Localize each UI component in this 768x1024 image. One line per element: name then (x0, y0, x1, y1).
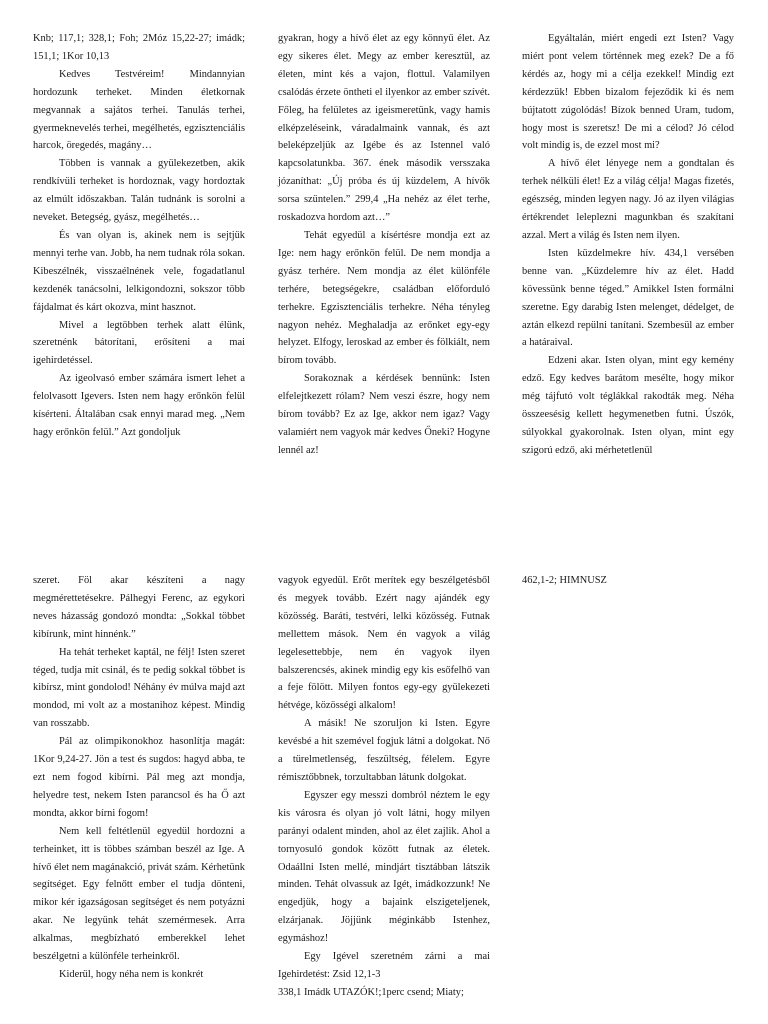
bottom-right-column (522, 572, 734, 590)
top-left-column (33, 30, 245, 442)
paragraph: vagyok egyedül. Erőt merítek egy beszélgetésből és megyek tovább. Ezért nagy ajándék egy közösség. Baráti, testvéri, lelki közösség. Futnak mellettem mások. Nem én vagyok a világ legelesettebbje, nem én vagyok ilyen balszerencsés, akinek mindig egy kis esőfelhő van a feje fölött. Milyen fontos egy-egy gyülekezeti hétvége, közösségi alkalom! (278, 575, 490, 712)
paragraph: 462,1-2; HIMNUSZ (522, 575, 607, 586)
paragraph: A másik! Ne szoruljon ki Isten. Egyre kevésbé a hit szemével fogjuk látni a dolgokat. Nő a türelmetlenség, feszültség, félelem. Egyre rémisztőbbnek, torzultabban látunk dolgokat. (278, 718, 490, 783)
paragraph: Isten küzdelmekre hív. 434,1 versében benne van. „Küzdelemre hív az élet. Hadd kövessünk benne téged.” Amikkel Isten formálni szeretne. Egy darabig Isten melenget, dédelget, de aztán elkezd repülni tanítani. Szembesül az ember a határaival. (522, 247, 734, 349)
paragraph: Egy Igével szeretném zárni a mai Igehirdetést: Zsid 12,1-3 (278, 951, 490, 980)
bottom-left-column (33, 572, 245, 984)
paragraph: Edzeni akar. Isten olyan, mint egy kemény edző. Egy kedves barátom mesélte, hogy mikor még tájfutó volt téglákkal rakodták meg. Néha összeesésig kellett hegymenetben futni. Úszók, súlyokkal gyakorolnak. Isten olyan, mint egy szigorú edző, aki mérhetetlenül (522, 355, 734, 456)
bottom-middle-column (278, 572, 490, 1002)
paragraph: szeret. Föl akar készíteni a nagy megmérettetésekre. Pálhegyi Ferenc, az egykori neves házasság gondozó mondta: „Sokkal többet kibírunk, mint hinnénk.” (33, 575, 245, 640)
paragraph: Többen is vannak a gyülekezetben, akik rendkívüli terheket is hordoznak, vagy hordoztak az elmúlt időszakban. Talán tudnánk is sorolni a neveket. Betegség, gyász, megélhetés… (33, 158, 245, 224)
paragraph: A hívő élet lényege nem a gondtalan és terhek nélküli élet! Ez a világ célja! Magas fizetés, egészség, minden legyen nagy. Jó az ilyen világias értékrendet leleplezni magunkban és szakítani azzal. Mert a világ és Isten nem ilyen. (522, 158, 734, 241)
paragraph: 338,1 Imádk UTAZÓK!;1perc csend; Miaty; (278, 986, 464, 998)
paragraph: Knb; 117,1; 328,1; Foh; 2Móz 15,22-27; imádk; 151,1; 1Kor 10,13 (33, 33, 245, 62)
paragraph: Ha tehát terheket kaptál, ne félj! Isten szeret téged, tudja mit csinál, és te pedig sokkal többet is kibírsz, mint gondolod! Néhány év múlva majd azt mondod, mi volt az a mostanihoz képest. Mindig van rosszabb. (33, 646, 245, 730)
paragraph: Tehát egyedül a kísértésre mondja ezt az Ige: nem hagy erőnkön felül. De nem mondja a gyász terhére. Nem mondja az élet különféle terhére, betegségekre, családban előforduló terhekre. Egzisztenciális terhekre. Néha tényleg nagyon nehéz. Meghaladja az erőnket egy-egy helyzet. Elfogy, leroskad az ember és fölkiált, nem bírom tovább. (278, 229, 490, 367)
paragraph: gyakran, hogy a hívő élet az egy könnyű élet. Az egy sikeres élet. Megy az ember keresztül, az életen, mint kés a vajon, flottul. Valamilyen csalódás érzete öntheti el ilyenkor az ember szívét. Főleg, ha felületes az igeismeretünk, vagy hamis elképzeléseink, váradalmaink vannak, és azt beleképzeljük az Igébe és az Istennel való kapcsolatunkba. 367. ének második versszaka józaníthat: „Új próba és új küzdelem, A hívők sorsa szüntelen.” 299,4 „Ha nehéz az élet terhe, roskadozva hordom azt…” (278, 33, 490, 224)
paragraph: Nem kell feltétlenül egyedül hordozni a terheinket, itt is többes számban beszél az Ige. A hívő élet nem magánakció, privát szám. Kérhetünk segítséget. Egy felnőtt ember el tudja dönteni, mikor kér igazságosan segítséget és nem potyázni akar. Ne legyünk tehát szemérmesek. Arra alkalmas, megbízható emberekkel lehet beszélgetni a különféle terheinkről. (33, 825, 245, 963)
paragraph: Az igeolvasó ember számára ismert lehet a felolvasott Igevers. Isten nem hagy erőnkön felül kísérteni. Általában csak ennyi marad meg. „Nem hagy erőnkön felül.” Azt gondoljuk (33, 373, 245, 438)
paragraph: És van olyan is, akinek nem is sejtjük mennyi terhe van. Jobb, ha nem tudnak róla sokan. Kibeszélnék, visszaélnének vele, fogadatlanul kezdenék tanácsolni, lelkigondozni, sokszor több fájdalmat és kárt okozva, mint hasznot. (33, 229, 245, 313)
paragraph: Egyszer egy messzi dombról néztem le egy kis városra és olyan jó volt látni, hogy milyen parányi odalent minden, ahol az élet zajlik. Ahol a tornyosuló gondok között futnak az életek. Odaállni Isten mellé, mindjárt tisztábban látszik minden. Tehát olvassuk az Igét, imádkozzunk! Ne engedjük, hogy a bajaink elszigeteljenek, elzárjanak. Jöjjünk méginkább Istenhez, egymáshoz! (278, 789, 490, 945)
top-right-column (522, 30, 734, 460)
top-middle-column (278, 30, 490, 460)
paragraph: Pál az olimpikonokhoz hasonlítja magát: 1Kor 9,24-27. Jön a test és sugdos: hagyd abba, te ezt nem fogod kibírni. Pál meg azt mondja, helyedre test, nekem Isten parancsol és ha Ő azt mondta, akkor bírni fogom! (33, 736, 245, 819)
paragraph: Mivel a legtöbben terhek alatt élünk, szeretnénk bátorítani, erősíteni a mai igehirdetéssel. (33, 319, 245, 367)
paragraph: Kedves Testvéreim! Mindannyian hordozunk terheket. Minden életkornak megvannak a sajátos terhei. Tanulás terhei, gyermeknevelés terhei, megélhetés, egzisztenciális harcok, öregedés, magány… (33, 68, 245, 152)
paragraph: Kiderül, hogy néha nem is konkrét (59, 968, 204, 980)
paragraph: Egyáltalán, miért engedi ezt Isten? Vagy miért pont velem történnek meg ezek? De a fő kérdés az, hogy mi a célja ezekkel! Mindig ezt kérdezzük! Ebben bizalom fejeződik ki és nem bújtatott zúgolódás! Bízok benned Uram, tudom, hogy most is szeretsz! De mi a célod? Jó célod volt mindig is, de ezzel most mi? (522, 33, 734, 152)
paragraph: Sorakoznak a kérdések bennünk: Isten elfelejtkezett rólam? Nem veszi észre, hogy nem bírom tovább? Ez az Ige, akkor nem igaz? Vagy valamiért nem vagyok már kedves Őneki? Hogyne lennél az! (278, 373, 490, 456)
